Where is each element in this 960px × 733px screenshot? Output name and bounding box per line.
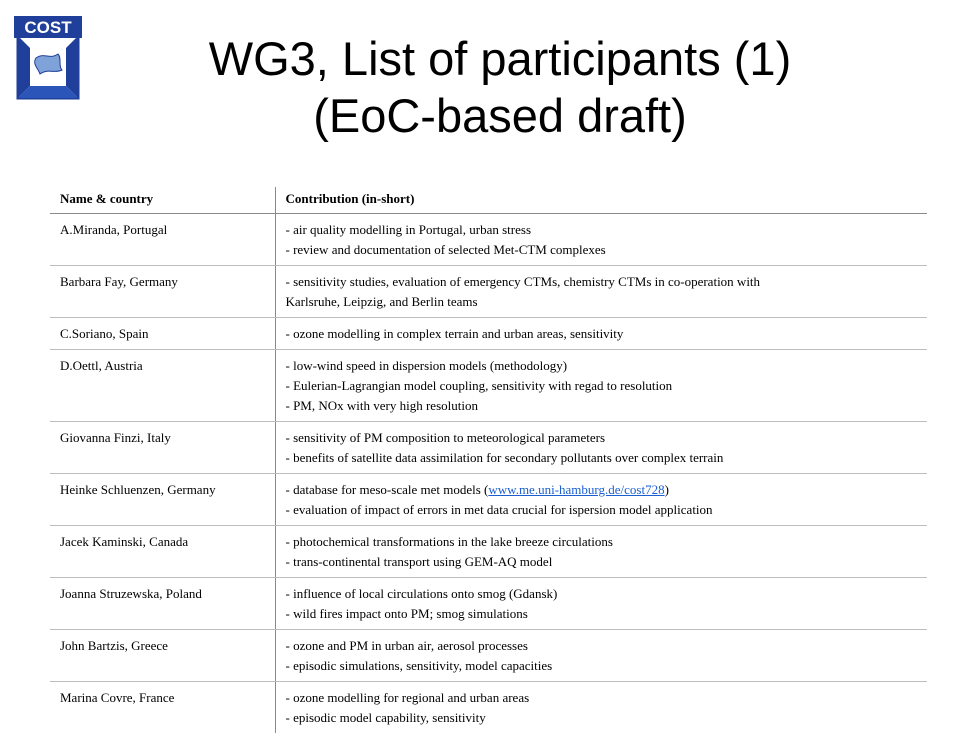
contribution-line: - evaluation of impact of errors in met data crucial for ispersion model application <box>286 500 928 520</box>
participant-name: Barbara Fay, Germany <box>50 266 275 318</box>
contribution-line: - ozone and PM in urban air, aerosol processes <box>286 636 928 656</box>
contribution-line: - ozone modelling in complex terrain and urban areas, sensitivity <box>286 324 928 344</box>
participant-name: A.Miranda, Portugal <box>50 214 275 266</box>
table-row <box>50 350 927 422</box>
contribution-line: - episodic simulations, sensitivity, model capacities <box>286 656 928 676</box>
header-contribution: Contribution (in-short) <box>275 187 927 214</box>
contribution-line: Karlsruhe, Leipzig, and Berlin teams <box>286 292 928 312</box>
table-row <box>50 474 927 526</box>
table-row <box>50 682 927 733</box>
contribution-line: - sensitivity of PM composition to meteorological parameters <box>286 428 928 448</box>
table-row <box>50 214 927 266</box>
participant-name: Joanna Struzewska, Poland <box>50 578 275 630</box>
contribution-line: - influence of local circulations onto smog (Gdansk) <box>286 584 928 604</box>
participant-contribution <box>275 682 927 733</box>
table-row <box>50 630 927 682</box>
participant-name: John Bartzis, Greece <box>50 630 275 682</box>
contribution-text: - database for meso-scale met models ( <box>286 482 489 497</box>
participant-contribution <box>275 266 927 318</box>
participant-name: C.Soriano, Spain <box>50 318 275 350</box>
page-title <box>80 30 920 144</box>
contribution-line: - ozone modelling for regional and urban areas <box>286 688 928 708</box>
participant-contribution <box>275 214 927 266</box>
participant-name: Jacek Kaminski, Canada <box>50 526 275 578</box>
contribution-line: - PM, NOx with very high resolution <box>286 396 928 416</box>
participant-name: Giovanna Finzi, Italy <box>50 422 275 474</box>
title-line-2: (EoC-based draft) <box>80 87 920 144</box>
table-row <box>50 266 927 318</box>
cost-logo <box>14 14 82 102</box>
participant-contribution <box>275 422 927 474</box>
contribution-line: - review and documentation of selected Met-CTM complexes <box>286 240 928 260</box>
participant-name: D.Oettl, Austria <box>50 350 275 422</box>
table-row <box>50 526 927 578</box>
cost728-link[interactable]: www.me.uni-hamburg.de/cost728 <box>488 482 664 497</box>
contribution-line: - photochemical transformations in the lake breeze circulations <box>286 532 928 552</box>
participant-contribution <box>275 578 927 630</box>
contribution-text: ) <box>665 482 669 497</box>
participant-name: Heinke Schluenzen, Germany <box>50 474 275 526</box>
contribution-line: - Eulerian-Lagrangian model coupling, sensitivity with regad to resolution <box>286 376 928 396</box>
contribution-line: - low-wind speed in dispersion models (methodology) <box>286 356 928 376</box>
contribution-line: - episodic model capability, sensitivity <box>286 708 928 728</box>
participant-contribution <box>275 474 927 526</box>
table-row <box>50 578 927 630</box>
contribution-line: - air quality modelling in Portugal, urban stress <box>286 220 928 240</box>
table-row <box>50 318 927 350</box>
participant-name: Marina Covre, France <box>50 682 275 733</box>
participant-contribution <box>275 526 927 578</box>
contribution-line: - benefits of satellite data assimilation for secondary pollutants over complex terrain <box>286 448 928 468</box>
table-row <box>50 422 927 474</box>
contribution-line: - trans-continental transport using GEM-AQ model <box>286 552 928 572</box>
contribution-line: - sensitivity studies, evaluation of emergency CTMs, chemistry CTMs in co-operation with <box>286 272 928 292</box>
title-line-1: WG3, List of participants (1) <box>80 30 920 87</box>
contribution-line: - wild fires impact onto PM; smog simulations <box>286 604 928 624</box>
cost-logo-icon <box>14 14 82 102</box>
participants-table <box>50 187 927 733</box>
header-name-country: Name & country <box>50 187 275 214</box>
participant-contribution <box>275 350 927 422</box>
logo-text: COST <box>24 18 72 37</box>
participant-contribution <box>275 630 927 682</box>
table-header-row <box>50 187 927 214</box>
participant-contribution <box>275 318 927 350</box>
contribution-line <box>286 480 928 500</box>
